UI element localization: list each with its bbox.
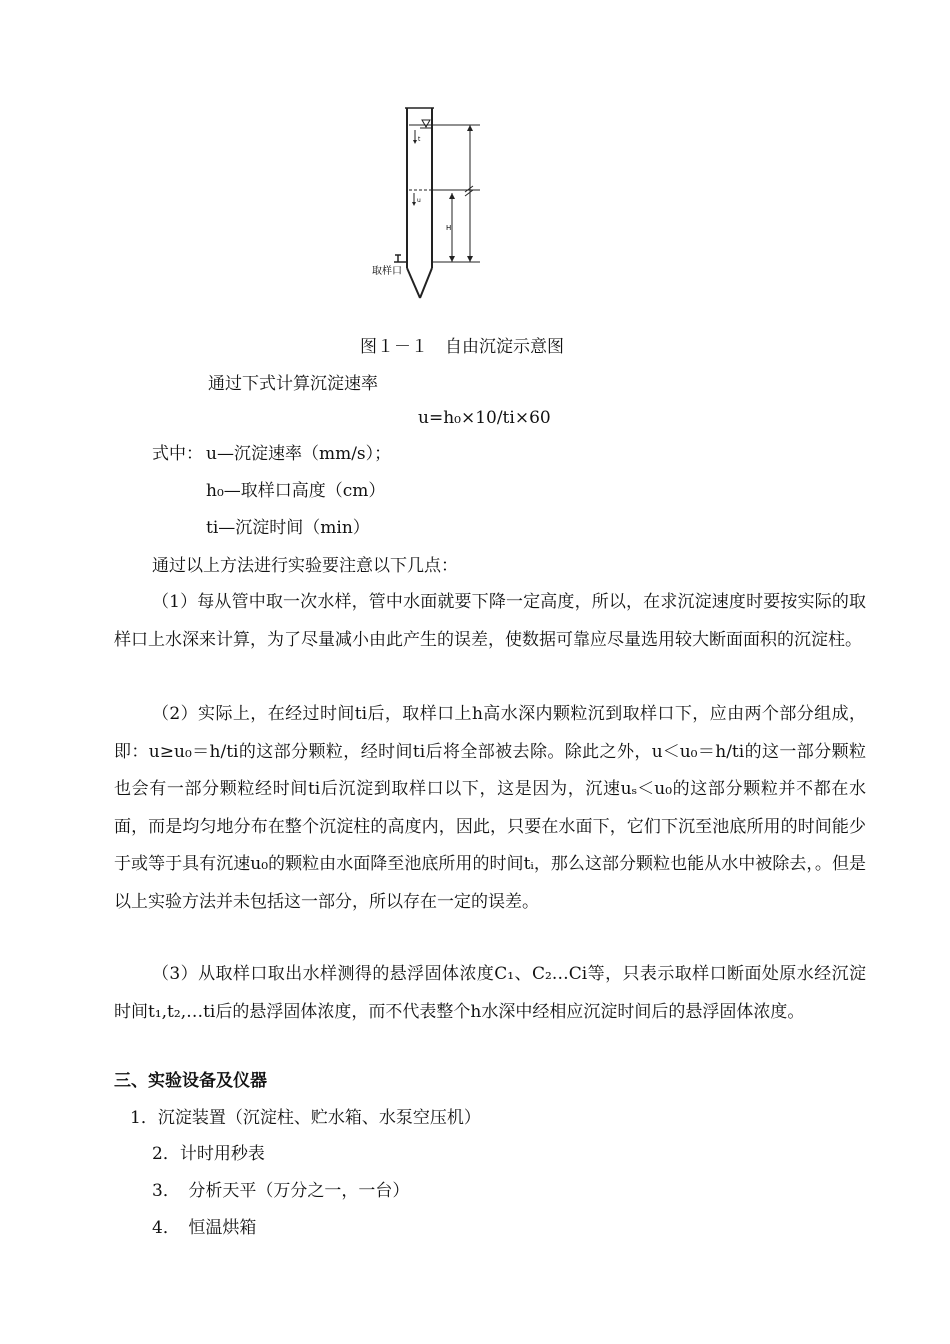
legend-prefix: 式中： <box>152 444 203 464</box>
figure-caption: 图１－１ 自由沉淀示意图 <box>360 337 564 357</box>
note-2: （2）实际上，在经过时间ti后，取样口上h高水深内颗粒沉到取样口下，应由两个部分组成，即：u≥u₀＝h/ti的这部分颗粒，经时间ti后将全部被去除。除此之外，u＜u₀＝h/ti的这一部分颗粒也会有一部分颗粒经时间ti后沉淀到取样口以下，这是因为，沉速uₛ＜u₀的这部分颗粒并不都在水面，而是均匀地分布在整个沉淀柱的高度内，因此，只要在水面下，它们下沉至池底所用的时间能少于或等于具有沉速u₀的颗粒由水面降至池底所用的时间tᵢ，那么这部分颗粒也能从水中被除去，。但是以上实验方法并未包括这一部分，所以存在一定的误差。 <box>114 704 866 912</box>
h-label: H <box>446 224 452 232</box>
legend-line-3: ti—沉淀时间（min） <box>206 518 370 538</box>
settling-column-diagram <box>360 100 500 305</box>
t-label: t <box>418 136 421 143</box>
intro-text: 通过下式计算沉淀速率 <box>208 374 378 394</box>
legend-line-2: h₀—取样口高度（cm） <box>206 481 386 501</box>
sample-port-label: 取样口 <box>372 266 402 277</box>
equipment-item-2: 2．计时用秒表 <box>152 1144 265 1164</box>
equipment-item-1: 1．沉淀装置（沉淀柱、贮水箱、水泵空压机） <box>130 1108 481 1128</box>
legend-line-1: u—沉淀速率（mm/s）； <box>206 444 392 464</box>
u-label: u <box>417 197 421 204</box>
equipment-item-4: 4． 恒温烘箱 <box>152 1218 257 1238</box>
note-1: （1）每从管中取一次水样，管中水面就要下降一定高度，所以，在求沉淀速度时要按实际的取样口上水深来计算，为了尽量减小由此产生的误差，使数据可靠应尽量选用较大断面面积的沉淀柱。 <box>114 592 866 650</box>
formula: u=h₀×10/ti×60 <box>418 408 551 428</box>
equipment-item-3: 3． 分析天平（万分之一，一台） <box>152 1181 410 1201</box>
note-3: （3）从取样口取出水样测得的悬浮固体浓度C₁、C₂…Ci等，只表示取样口断面处原水经沉淀时间t₁,t₂,…ti后的悬浮固体浓度，而不代表整个h水深中经相应沉淀时间后的悬浮固体浓度。 <box>114 964 866 1022</box>
section-title: 三、实验设备及仪器 <box>114 1071 267 1091</box>
notes-intro: 通过以上方法进行实验要注意以下几点： <box>152 556 458 576</box>
